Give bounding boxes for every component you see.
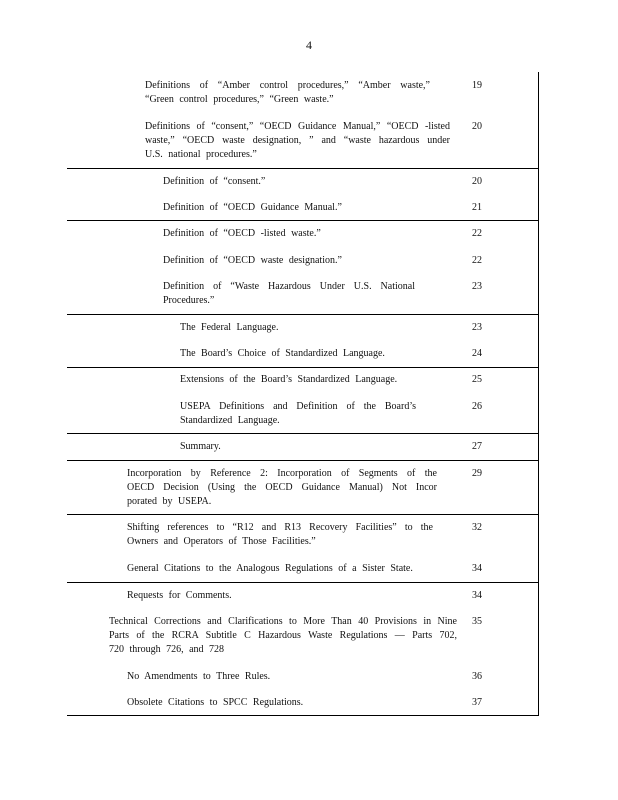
toc-entry-page: 20 bbox=[472, 176, 482, 187]
toc-entry-title: Definition of “OECD waste designation.” bbox=[163, 255, 342, 266]
toc-entry-title: Requests for Comments. bbox=[127, 590, 232, 601]
toc-entry-title: The Federal Language. bbox=[180, 322, 279, 333]
toc-entry-title: General Citations to the Analogous Regulations of a Sister State. bbox=[127, 563, 413, 574]
divider bbox=[67, 582, 539, 583]
toc-entry-title: Definitions of “Amber control procedures,” “Amber waste,” “Green control procedures,” “Green waste.” bbox=[145, 80, 430, 105]
page-number: 4 bbox=[306, 38, 312, 52]
divider bbox=[67, 715, 539, 716]
toc-entry-page: 24 bbox=[472, 348, 482, 359]
toc-entry-title: Extensions of the Board’s Standardized Language. bbox=[180, 374, 398, 385]
divider bbox=[67, 168, 539, 169]
toc-entry-page: 34 bbox=[472, 590, 482, 601]
toc-entry-page: 22 bbox=[472, 228, 482, 239]
toc-entry-title: Obsolete Citations to SPCC Regulations. bbox=[127, 697, 304, 708]
toc-entry-page: 22 bbox=[472, 255, 482, 266]
divider bbox=[67, 514, 539, 515]
toc-entry-page: 25 bbox=[472, 374, 482, 385]
toc-entry-title: The Board’s Choice of Standardized Language. bbox=[180, 348, 385, 359]
toc-entry-title: Technical Corrections and Clarifications to More Than 40 Provisions in Nine Parts of the RCRA Subtitle C Hazardous Waste Regulations — Parts 702, 720 through 726, and 728 bbox=[109, 616, 457, 655]
toc-entry-title: USEPA Definitions and Definition of the Board’s Standardized Language. bbox=[180, 401, 416, 426]
toc-entry-title: No Amendments to Three Rules. bbox=[127, 671, 271, 682]
toc-entry-page: 29 bbox=[472, 468, 482, 479]
toc-entry-page: 37 bbox=[472, 697, 482, 708]
toc-entry-page: 26 bbox=[472, 401, 482, 412]
toc-entry-title: Summary. bbox=[180, 441, 221, 452]
toc-entry-title: Shifting references to “R12 and R13 Recovery Facilities” to the Owners and Operators of Those Facilities.” bbox=[127, 522, 433, 547]
divider bbox=[67, 433, 539, 434]
toc-entry-title: Definition of “Waste Hazardous Under U.S. National Procedures.” bbox=[163, 281, 415, 306]
toc-entry-title: Definition of “OECD -listed waste.” bbox=[163, 228, 321, 239]
toc-entry-page: 21 bbox=[472, 202, 482, 213]
toc-entry-page: 36 bbox=[472, 671, 482, 682]
divider bbox=[67, 314, 539, 315]
divider bbox=[67, 367, 539, 368]
toc-entry-title: Definition of “consent.” bbox=[163, 176, 266, 187]
divider bbox=[67, 220, 539, 221]
toc-entry-page: 20 bbox=[472, 121, 482, 132]
toc-entry-page: 19 bbox=[472, 80, 482, 91]
divider bbox=[67, 460, 539, 461]
toc-entry-page: 35 bbox=[472, 616, 482, 627]
toc-entry-title: Definition of “OECD Guidance Manual.” bbox=[163, 202, 342, 213]
toc-entry-page: 32 bbox=[472, 522, 482, 533]
toc-entry-page: 23 bbox=[472, 281, 482, 292]
toc-entry-page: 27 bbox=[472, 441, 482, 452]
toc-entry-page: 34 bbox=[472, 563, 482, 574]
toc-entry-title: Incorporation by Reference 2: Incorporation of Segments of the OECD Decision (Using the OECD Guidance Manual) Not Incor porated by USEPA. bbox=[127, 468, 437, 507]
toc-entry-title: Definitions of “consent,” “OECD Guidance Manual,” “OECD -listed waste,” “OECD waste designation, ” and “waste hazardous under U.S. national procedures.” bbox=[145, 121, 450, 160]
toc-entry-page: 23 bbox=[472, 322, 482, 333]
